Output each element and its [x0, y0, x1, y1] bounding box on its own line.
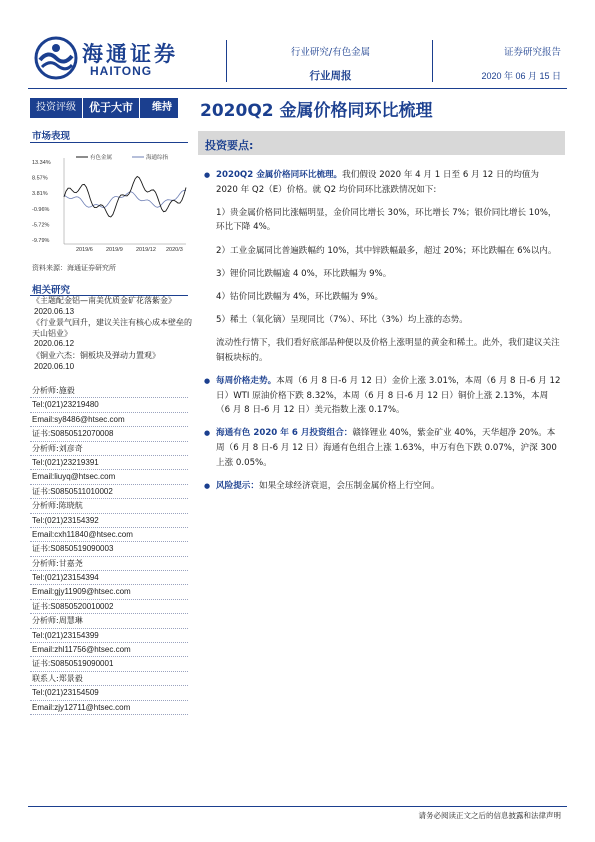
report-type: 行业周报 [309, 70, 352, 82]
analyst-cert: 证书:S0850512070008 [30, 427, 188, 441]
header-meta-block [481, 44, 561, 82]
key-point-text: 本周（6 月 8 日-6 月 12 日）金价上涨 3.01%，本周（6 月 8 日-6 月 12 日）WTI 原油价格下跌 8.32%，本周（6 月 8 日-6 月 12 日）铜价上涨 2.13%，本周（6 月 8 日-6 月 12 日）美元指数上涨 0.17%。 [216, 376, 561, 416]
cobalt-paragraph: 4）钴价同比跌幅为 4%，环比跌幅为 9%。 [216, 291, 384, 302]
y-tick-label: -9.79% [32, 238, 50, 244]
x-tick-label: 2019/6 [76, 247, 93, 253]
related-item-date: 2020.06.12 [34, 339, 75, 349]
haitong-logo [34, 36, 204, 80]
related-item-date: 2020.06.10 [34, 361, 75, 371]
related-item-date: 2020.06.13 [34, 306, 75, 316]
rating-change: 维持 [152, 102, 172, 113]
key-point-risk [202, 479, 562, 494]
legend-label: 海通综指 [146, 155, 169, 161]
rating-label: 投资评级 [36, 102, 76, 113]
header-divider [226, 40, 227, 82]
y-tick-label: 3.81% [32, 191, 48, 198]
header-rule [28, 88, 567, 89]
header-category-block [238, 44, 423, 83]
analyst-name: 分析师:施毅 [30, 384, 188, 398]
haitong-logo-mark-icon [34, 36, 78, 80]
y-tick-label: 8.57% [32, 175, 48, 182]
chart-source: 资料来源：海通证券研究所 [32, 264, 116, 272]
key-point-weekly-prices [202, 374, 562, 418]
related-item[interactable] [32, 351, 192, 372]
analyst-email[interactable]: Email:liuyq@htsec.com [30, 470, 188, 484]
lithium-paragraph: 3）锂价同比跌幅逾 4 0%，环比跌幅为 9%。 [216, 268, 392, 279]
section-rule [30, 142, 188, 143]
key-points-body [202, 168, 562, 502]
x-tick-label: 2019/9 [106, 247, 123, 253]
key-point-lead: 风险提示： [216, 480, 259, 491]
analyst-cert: 证书:S0850511010002 [30, 485, 188, 499]
analyst-name: 分析师:甘嘉尧 [30, 557, 188, 571]
analyst-cert: 证书:S0850520010002 [30, 600, 188, 614]
key-point-price-review [202, 168, 562, 197]
precious-metals-paragraph: 1）贵金属价格同比涨幅明显，金价同比增长 30%，环比增长 7%；银价同比增长 10%，环比下降 4%。 [216, 207, 557, 233]
industrial-metals-paragraph: 2）工业金属同比普遍跌幅约 10%，其中锌跌幅最多，超过 20%；环比跌幅在 6%以内。 [216, 245, 557, 256]
header-divider [432, 40, 433, 82]
y-tick-label: -0.96% [32, 206, 50, 213]
industry-category: 行业研究/有色金属 [290, 47, 371, 58]
market-heading: 市场表现 [32, 131, 71, 142]
analyst-email[interactable]: Email:sy8486@htsec.com [30, 413, 188, 427]
x-tick-label: 2020/3 [166, 247, 183, 253]
y-tick-label: -5.72% [32, 222, 50, 229]
report-date: 2020 年 06 月 15 日 [481, 71, 561, 81]
contact-tel: Tel:(021)23154509 [30, 686, 188, 700]
key-point-lead: 海通有色 2020 年 6 月投资组合： [216, 428, 353, 439]
key-point-lead: 2020Q2 金属价格同环比梳理。 [216, 170, 343, 180]
analyst-name: 分析师:周慧琳 [30, 614, 188, 628]
key-point-text: 我们假设 2020 年 4 月 1 日至 6 月 12 日的均值为 2020 年 Q2（E）价格。就 Q2 均价同环比涨跌情况如下: [216, 170, 539, 195]
analyst-tel: Tel:(021)23154399 [30, 629, 188, 643]
related-research-list [32, 296, 192, 373]
analyst-tel: Tel:(021)23219391 [30, 456, 188, 470]
analyst-tel: Tel:(021)23219480 [30, 398, 188, 412]
series-line-haitong-index [64, 190, 186, 207]
key-points-heading: 投资要点: [205, 139, 254, 152]
related-item-title: 《主题配金铝—南美优质金矿花落紫金》 [32, 296, 176, 305]
related-item-title: 《铜业六杰：铜板块及弹动力置观》 [32, 350, 160, 360]
logo-chinese-name: 海通证券 [82, 41, 178, 66]
analyst-email[interactable]: Email:cxh11840@htsec.com [30, 528, 188, 542]
liquidity-paragraph: 流动性行情下，我们看好底部品种便以及价格上涨明显的黄金和稀土。此外，我们建议关注铜板块标的。 [216, 338, 560, 363]
market-performance-chart [30, 152, 190, 260]
rare-earth-paragraph: 5）稀土（氧化镝）呈现同比（7%）、环比（3%）均上涨的态势。 [216, 315, 468, 326]
report-title: 2020Q2 金属价格同环比梳理 [200, 101, 433, 121]
related-item-title: 《行业景气回升，建议关注有核心成本壁垒的天山铝业》 [32, 318, 192, 338]
document-type: 证券研究报告 [503, 47, 561, 58]
key-point-portfolio [202, 426, 562, 470]
y-tick-label: 13.34% [32, 160, 51, 166]
footer-rule [28, 806, 567, 807]
analyst-email[interactable]: Email:gjy11909@htsec.com [30, 585, 188, 599]
related-heading: 相关研究 [32, 285, 71, 296]
analyst-name: 分析师:陈晓航 [30, 499, 188, 513]
related-item[interactable] [32, 318, 192, 350]
disclaimer-note: 请务必阅读正文之后的信息披露和法律声明 [418, 811, 561, 820]
x-tick-label: 2019/12 [136, 247, 156, 253]
analyst-name: 分析师:刘彦奇 [30, 442, 188, 456]
rating-bar [30, 98, 178, 118]
key-point-text: 如果全球经济衰退，会压制金属价格上行空间。 [258, 480, 440, 491]
contact-email[interactable]: Email:zjy12711@htsec.com [30, 701, 188, 715]
logo-english-name: HAITONG [90, 64, 153, 78]
key-point-text: 赣锋锂业 40%，紫金矿业 40%，天华超净 20%。本周（6 月 8 日-6 月 12 日）海通有色组合上涨 1.63%，申万有色下跌 0.07%，沪深 300 上涨 0.05%。 [216, 428, 557, 468]
contact-name: 联系人:郑景毅 [30, 672, 188, 686]
analyst-cert: 证书:S0850519090003 [30, 542, 188, 556]
series-line-nonferrous [64, 177, 186, 218]
analyst-tel: Tel:(021)23154394 [30, 571, 188, 585]
analyst-list [30, 384, 188, 715]
key-point-lead: 每周价格走势。 [216, 376, 277, 387]
analyst-cert: 证书:S0850519090001 [30, 657, 188, 671]
analyst-tel: Tel:(021)23154392 [30, 514, 188, 528]
analyst-email[interactable]: Email:zhl11756@htsec.com [30, 643, 188, 657]
related-item[interactable] [32, 296, 192, 317]
legend-label: 有色金属 [90, 155, 113, 161]
rating-value: 优于大市 [82, 98, 140, 118]
